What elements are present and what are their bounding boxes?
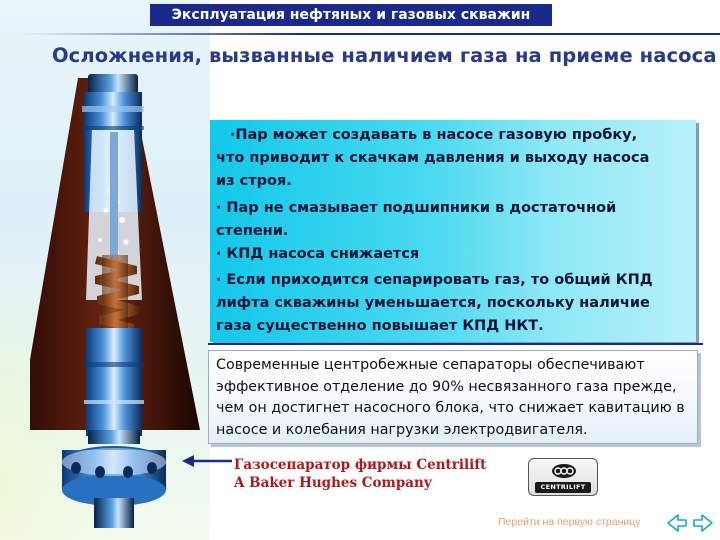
bullet-line: что приводит к скачкам давления и выходу насоса [216,150,650,166]
lower-casing [86,328,142,436]
bottom-stub [94,498,134,528]
bullet-line: степени. [216,223,289,239]
bullet-line: Если приходится сепарировать газ, то общий КПД [221,272,653,288]
caption-line: Газосепаратор фирмы Centrilift [234,457,487,473]
next-page-arrow-icon[interactable] [692,512,714,534]
bullet-gas-lock [216,124,692,193]
header-divider [20,33,720,35]
top-cap [88,74,138,94]
info-line: чем он достигнет насосного блока, что снижает кавитацию в [216,400,685,416]
info-divider [208,343,703,345]
centrilift-logo [528,458,598,496]
first-page-link[interactable]: Перейти на первую страницу [498,516,641,528]
bullet-line: газа существенно повышает КПД НКТ. [216,318,544,334]
page-title: Осложнения, вызванные наличием газа на приеме насоса [52,44,717,67]
bullet-separation [216,269,692,338]
caption-line: A Baker Hughes Company [234,475,432,491]
bullet-line: КПД насоса снижается [221,246,420,262]
info-text [216,355,694,441]
gas-separator-illustration [30,70,230,540]
info-line: Современные центробежные сепараторы обеспечивают [216,357,645,373]
illustration-caption [234,456,486,492]
bullet-line: лифта скважины уменьшается, поскольку наличие [216,295,650,311]
pointer-arrow-icon [182,454,234,468]
bullet-efficiency [216,243,692,266]
bullet-line: Пар не смазывает подшипники в достаточной [221,200,617,216]
section-title: Эксплуатация нефтяных и газовых скважин [171,7,531,23]
prev-page-arrow-icon[interactable] [666,512,688,534]
bullet-line: из строя. [216,173,292,189]
bullet-bearings [216,197,692,243]
bullet-marker: · [216,200,222,216]
bullet-line: Пар может создавать в насосе газовую пробку, [235,127,638,143]
info-line: насосе и колебания нагрузки электродвигателя. [216,421,588,438]
bullet-marker: · [216,272,222,288]
logo-wordmark: CENTRILIFT [535,482,591,493]
bullet-marker: · [216,246,222,262]
section-title-bar [150,4,552,26]
info-line: эффективное отделение до 90% несвязанного газа прежде, [216,378,677,395]
bullet-marker: · [230,127,236,143]
logo-mark-icon [551,463,577,479]
